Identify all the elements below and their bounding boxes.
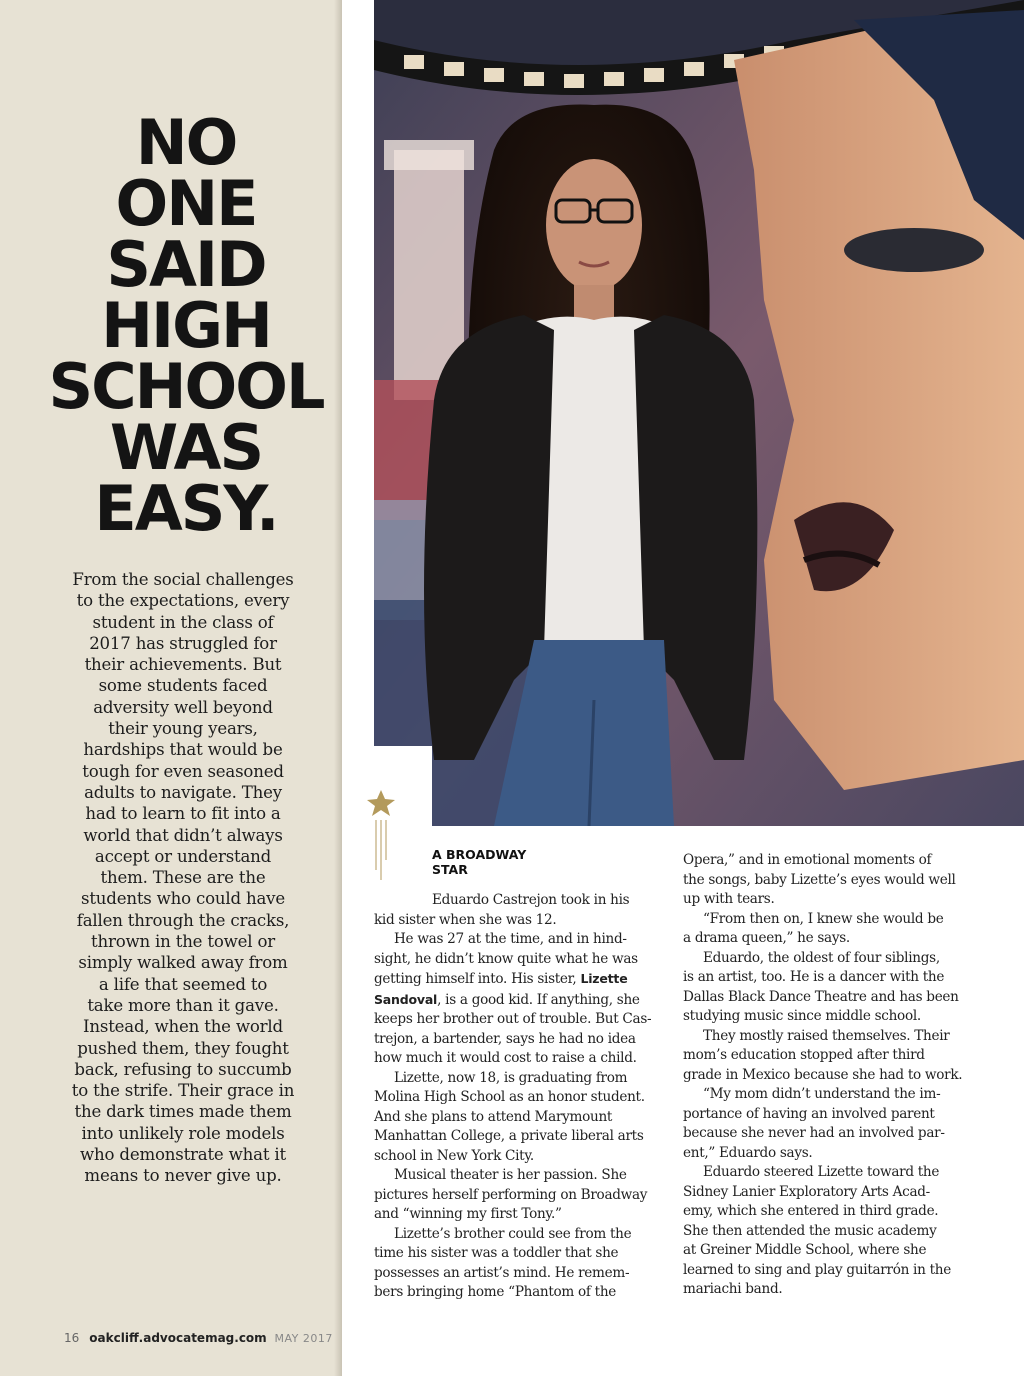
body-line: school in New York City. xyxy=(374,1147,534,1164)
intro-line: take more than it gave. xyxy=(87,995,279,1015)
body-text: , is a good kid. If anything, she xyxy=(437,991,640,1008)
intro-line: adversity well beyond xyxy=(93,697,273,717)
headline-line: NO xyxy=(135,106,237,179)
body-line: bers bringing home “Phantom of the xyxy=(374,1284,617,1300)
page-folio xyxy=(64,1331,333,1345)
intro-line: a life that seemed to xyxy=(98,974,268,994)
body-line: Manhattan College, a private liberal arts xyxy=(374,1128,644,1144)
body-line: trejon, a bartender, says he had no idea xyxy=(374,1030,636,1047)
mural-and-subject-illustration xyxy=(374,0,1024,826)
person-name: Lizette xyxy=(580,971,628,986)
intro-line: fallen through the cracks, xyxy=(76,910,290,930)
body-line: is an artist, too. He is a dancer with the xyxy=(683,969,945,985)
headline-line: SCHOOL xyxy=(48,350,324,423)
section-subhead xyxy=(432,847,526,877)
body-line: Lizette, now 18, is graduating from xyxy=(394,1069,628,1086)
body-line: portance of having an involved parent xyxy=(683,1105,935,1122)
headline xyxy=(0,106,372,545)
portrait-photo xyxy=(374,0,1024,826)
intro-line: into unlikely role models xyxy=(81,1123,285,1143)
page-number: 16 xyxy=(64,1331,80,1345)
body-line: at Greiner Middle School, where she xyxy=(683,1242,927,1258)
intro-line: world that didn’t always xyxy=(83,825,283,845)
body-line: sight, he didn’t know quite what he was xyxy=(374,950,638,967)
intro-line: pushed them, they fought xyxy=(77,1038,289,1058)
intro-line: to the strife. Their grace in xyxy=(71,1081,295,1101)
intro-line: their achievements. But xyxy=(84,655,282,675)
intro-line: Instead, when the world xyxy=(83,1017,283,1037)
subhead-line: A BROADWAY xyxy=(432,847,527,862)
body-line: Eduardo Castrejon took in his xyxy=(432,892,630,908)
body-line: learned to sing and play guitarrón in the xyxy=(683,1261,951,1278)
body-line: Molina High School as an honor student. xyxy=(374,1089,645,1105)
body-line: keeps her brother out of trouble. But Cas- xyxy=(374,1011,652,1027)
intro-line: their young years, xyxy=(108,719,258,739)
body-line xyxy=(374,969,652,990)
body-line: how much it would cost to raise a child. xyxy=(374,1050,637,1066)
body-line: She then attended the music academy xyxy=(683,1222,937,1239)
intro-line: to the expectations, every xyxy=(76,591,290,611)
body-line: ent,” Eduardo says. xyxy=(683,1144,813,1161)
intro-line: adults to navigate. They xyxy=(84,782,282,802)
headline-line: WAS xyxy=(109,411,263,484)
intro-line: thrown in the towel or xyxy=(91,932,275,952)
body-line: pictures herself performing on Broadway xyxy=(374,1186,648,1203)
body-line: Lizette’s brother could see from the xyxy=(394,1225,632,1242)
intro-line: some students faced xyxy=(98,676,268,696)
subhead-line: STAR xyxy=(432,862,468,877)
intro-line: student in the class of xyxy=(92,612,274,632)
body-line: Eduardo steered Lizette toward the xyxy=(703,1164,940,1180)
person-name: Sandoval xyxy=(374,991,438,1007)
intro-line: hardships that would be xyxy=(83,740,283,760)
body-line: mom’s education stopped after third xyxy=(683,1047,925,1063)
body-line: up with tears. xyxy=(683,891,775,907)
headline-line: SAID xyxy=(106,228,266,301)
body-line: grade in Mexico because she had to work. xyxy=(683,1066,963,1083)
intro-line: had to learn to fit into a xyxy=(85,804,281,824)
body-line: a drama queen,” he says. xyxy=(683,930,850,946)
intro-line: means to never give up. xyxy=(84,1166,282,1186)
body-line: Sidney Lanier Exploratory Arts Acad- xyxy=(683,1183,930,1200)
intro-line: who demonstrate what it xyxy=(80,1145,286,1165)
body-line: possesses an artist’s mind. He remem- xyxy=(374,1264,630,1281)
body-text: getting himself into. His sister, xyxy=(374,971,577,987)
body-line: And she plans to attend Marymount xyxy=(374,1108,613,1125)
intro-line: them. These are the xyxy=(100,868,266,888)
headline-line: EASY. xyxy=(94,472,278,545)
body-line: Musical theater is her passion. She xyxy=(394,1167,627,1183)
body-line: Eduardo, the oldest of four siblings, xyxy=(703,949,940,966)
body-line: mariachi band. xyxy=(683,1281,783,1297)
body-line: They mostly raised themselves. Their xyxy=(703,1027,950,1044)
body-line: “My mom didn’t understand the im- xyxy=(703,1086,941,1102)
body-line: because she never had an involved par- xyxy=(683,1125,945,1141)
star-icon xyxy=(366,790,396,880)
intro-line: back, refusing to succumb xyxy=(74,1059,292,1079)
body-line: kid sister when she was 12. xyxy=(374,911,557,928)
body-line: emy, which she entered in third grade. xyxy=(683,1203,939,1219)
intro-line: students who could have xyxy=(81,889,285,909)
intro-line: accept or understand xyxy=(94,846,272,866)
intro-line: simply walked away from xyxy=(78,953,288,973)
headline-line: ONE xyxy=(115,167,257,240)
body-line: Opera,” and in emotional moments of xyxy=(683,852,932,868)
body-line: and “winning my first Tony.” xyxy=(374,1206,562,1222)
site-url: oakcliff.advocatemag.com xyxy=(89,1331,267,1345)
intro-line: From the social challenges xyxy=(72,570,294,589)
body-line: “From then on, I knew she would be xyxy=(703,910,944,927)
body-line: studying music since middle school. xyxy=(683,1008,921,1024)
body-line: time his sister was a toddler that she xyxy=(374,1245,619,1261)
body-line xyxy=(374,990,652,1011)
intro-paragraph xyxy=(60,569,306,1187)
body-line: the songs, baby Lizette’s eyes would well xyxy=(683,871,956,888)
body-line: He was 27 at the time, and in hind- xyxy=(394,931,627,947)
article-column-2 xyxy=(683,851,963,1300)
article-column-1 xyxy=(374,891,652,1303)
intro-line: the dark times made them xyxy=(74,1102,292,1122)
issue-date: MAY 2017 xyxy=(274,1332,333,1345)
body-line: Dallas Black Dance Theatre and has been xyxy=(683,988,959,1005)
intro-line: tough for even seasoned xyxy=(82,761,284,781)
intro-line: 2017 has struggled for xyxy=(89,633,277,653)
headline-line: HIGH xyxy=(101,289,271,362)
